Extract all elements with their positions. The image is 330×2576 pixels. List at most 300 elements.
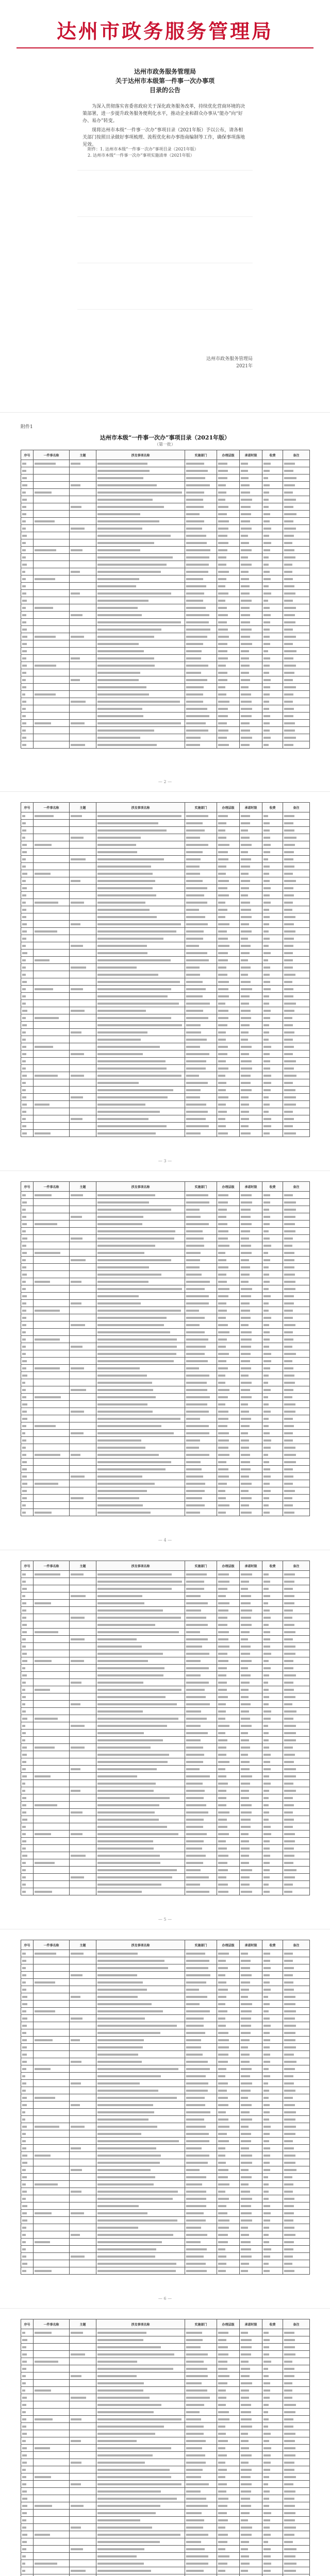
table-row (21, 856, 310, 863)
illegible-text (284, 2397, 292, 2399)
table-cell (217, 1972, 240, 1979)
table-cell (262, 2401, 283, 2409)
table-cell (21, 1592, 34, 1600)
illegible-text (284, 520, 293, 522)
table-cell (34, 1722, 70, 1730)
table-cell (217, 2008, 240, 2015)
table-cell (240, 1852, 262, 1859)
illegible-text (22, 1274, 27, 1276)
table-cell (283, 1466, 310, 1473)
table-cell (217, 1115, 240, 1123)
table-cell (96, 1480, 185, 1487)
table-cell (262, 2358, 283, 2365)
illegible-text (186, 2411, 200, 2413)
table-cell (185, 619, 217, 626)
illegible-text (22, 701, 26, 703)
table-cell (240, 2473, 262, 2481)
header-cell: 涉及事项名称 (96, 2319, 185, 2329)
table-cell (262, 1221, 283, 1228)
table-cell (283, 2123, 310, 2130)
table-cell (21, 2065, 34, 2073)
table-cell (34, 1480, 70, 1487)
illegible-text (186, 1646, 202, 1648)
table-cell (70, 1679, 96, 1686)
illegible-text (241, 1725, 252, 1727)
table-cell (283, 1365, 310, 1372)
illegible-text (186, 693, 203, 696)
table-cell (240, 2253, 262, 2260)
table-row (21, 2231, 310, 2239)
table-cell (283, 2344, 310, 2351)
illegible-text (22, 592, 26, 595)
table-cell (262, 474, 283, 482)
table-cell (217, 2546, 240, 2553)
header-cell: 主题 (70, 1561, 96, 1571)
table-row (21, 741, 310, 749)
table-cell (185, 1730, 217, 1737)
illegible-text (97, 1588, 172, 1590)
table-cell (70, 1036, 96, 1043)
table-cell (34, 1629, 70, 1636)
table-row (21, 2473, 310, 2481)
illegible-text (263, 1194, 270, 1196)
table-cell (283, 1192, 310, 1199)
table-cell (96, 2224, 185, 2231)
illegible-text (218, 1288, 229, 1290)
table-cell (262, 2365, 283, 2372)
table-row (21, 2416, 310, 2423)
illegible-text (218, 938, 228, 940)
table-cell (262, 2181, 283, 2188)
table-cell (217, 1043, 240, 1050)
illegible-text (97, 1096, 168, 1098)
illegible-text (284, 945, 293, 947)
table-cell (240, 1487, 262, 1495)
table-cell (34, 2239, 70, 2246)
illegible-text (97, 2147, 156, 2149)
illegible-text (241, 585, 250, 587)
table-cell (262, 1123, 283, 1130)
illegible-text (186, 1461, 201, 1463)
table-cell (217, 964, 240, 971)
table-row (21, 1285, 310, 1293)
table-cell (240, 2329, 262, 2336)
header-cell: 收费 (262, 1940, 283, 1950)
table-cell (262, 2029, 283, 2037)
table-row (21, 1571, 310, 1578)
table-cell (21, 2546, 34, 2553)
illegible-text (284, 1353, 296, 1355)
illegible-text (22, 686, 26, 688)
illegible-text (218, 578, 226, 580)
illegible-text (241, 528, 252, 530)
illegible-text (241, 1754, 248, 1756)
table-cell (70, 2239, 96, 2246)
illegible-text (22, 2219, 27, 2222)
illegible-text (35, 1631, 58, 1633)
illegible-text (241, 1281, 249, 1283)
illegible-text (186, 1703, 210, 1705)
table-cell (70, 906, 96, 913)
table-cell (240, 1715, 262, 1722)
illegible-text (97, 1689, 182, 1691)
table-cell (283, 1264, 310, 1271)
table-cell (96, 640, 185, 648)
attachment-list (88, 146, 242, 159)
illegible-text (97, 2119, 148, 2121)
table-cell (21, 2159, 34, 2166)
table-cell (34, 655, 70, 662)
table-cell (262, 525, 283, 532)
table-row (21, 1737, 310, 1744)
illegible-text (97, 1046, 160, 1048)
table-cell (240, 1307, 262, 1314)
illegible-text (97, 2010, 163, 2012)
table-cell (34, 2416, 70, 2423)
illegible-text (22, 952, 27, 954)
table-row (21, 655, 310, 662)
illegible-text (218, 600, 225, 602)
illegible-text (35, 1891, 52, 1893)
illegible-text (186, 2155, 209, 2157)
illegible-text (241, 2476, 251, 2478)
illegible-text (97, 2018, 145, 2020)
illegible-text (186, 2032, 205, 2034)
table-cell (34, 2044, 70, 2051)
illegible-text (22, 1223, 27, 1225)
illegible-text (241, 2426, 252, 2428)
illegible-text (241, 1747, 250, 1749)
illegible-text (218, 1732, 225, 1734)
table-cell (217, 827, 240, 834)
illegible-text (218, 463, 227, 465)
table-cell (70, 1314, 96, 1321)
table-cell (217, 1701, 240, 1708)
table-cell (185, 2502, 217, 2510)
illegible-text (186, 1111, 208, 1113)
illegible-text (71, 1660, 84, 1662)
illegible-text (22, 1710, 26, 1713)
header-cell: 实施部门 (185, 803, 217, 812)
illegible-text (284, 1783, 293, 1785)
table-cell (283, 2445, 310, 2452)
illegible-text (218, 2382, 227, 2384)
table-cell (283, 1794, 310, 1802)
table-cell (185, 1874, 217, 1881)
illegible-text (263, 2191, 269, 2193)
table-cell (185, 734, 217, 741)
table-cell (240, 1614, 262, 1621)
table-cell (240, 1874, 262, 1881)
illegible-text (241, 1439, 249, 1442)
illegible-text (218, 1403, 225, 1405)
illegible-text (241, 1862, 249, 1864)
illegible-text (186, 974, 200, 976)
illegible-text (22, 607, 26, 609)
table-cell (21, 1065, 34, 1072)
table-cell (240, 2037, 262, 2044)
table-cell (185, 2102, 217, 2109)
table-cell (240, 1300, 262, 1307)
table-cell (240, 1358, 262, 1365)
table-cell (262, 935, 283, 942)
table-cell (240, 935, 262, 942)
table-row (21, 1372, 310, 1379)
illegible-text (186, 2505, 208, 2507)
illegible-text (284, 2025, 296, 2027)
table-cell (262, 2202, 283, 2210)
illegible-text (186, 1855, 206, 1857)
illegible-text (186, 549, 210, 551)
table-cell (262, 2051, 283, 2058)
header-cell: 涉及事项名称 (96, 1561, 185, 1571)
table-cell (96, 1950, 185, 1957)
illegible-text (284, 1201, 296, 1204)
illegible-text (284, 887, 293, 889)
illegible-text (97, 952, 147, 954)
table-cell (70, 849, 96, 856)
table-cell (262, 834, 283, 841)
table-header-row (21, 1561, 310, 1571)
illegible-text (22, 1096, 26, 1098)
illegible-text (22, 1617, 26, 1619)
table-cell (34, 971, 70, 978)
table-cell (185, 2246, 217, 2253)
table-cell (283, 820, 310, 827)
table-cell (96, 1473, 185, 1480)
illegible-text (97, 1609, 163, 1612)
illegible-text (97, 2462, 145, 2464)
table-cell (21, 1372, 34, 1379)
table-cell (34, 1852, 70, 1859)
illegible-text (186, 1884, 200, 1886)
table-cell (96, 525, 185, 532)
table-cell (21, 2488, 34, 2495)
illegible-text (35, 2241, 50, 2243)
table-cell (70, 2365, 96, 2372)
illegible-text (263, 1595, 270, 1597)
illegible-text (22, 2068, 26, 2070)
table-cell (262, 1722, 283, 1730)
table-cell (21, 820, 34, 827)
illegible-text (241, 1476, 249, 1478)
table-cell (240, 2358, 262, 2365)
table-cell (217, 1257, 240, 1264)
table-cell (240, 2058, 262, 2065)
illegible-text (241, 1512, 252, 1514)
table-cell (34, 539, 70, 547)
illegible-text (22, 542, 26, 544)
table-row (21, 1964, 310, 1972)
illegible-text (71, 1031, 81, 1033)
table-row (21, 1242, 310, 1249)
table-cell (96, 2567, 185, 2574)
illegible-text (186, 1367, 199, 1369)
table-cell (21, 713, 34, 720)
table-row (21, 1816, 310, 1823)
illegible-text (22, 829, 26, 832)
table-cell (283, 1737, 310, 1744)
illegible-text (97, 528, 142, 530)
table-cell (283, 1087, 310, 1094)
table-cell (21, 2358, 34, 2365)
table-cell (283, 1094, 310, 1101)
table-cell (70, 2260, 96, 2267)
illegible-text (263, 1403, 269, 1405)
table-cell (240, 1950, 262, 1957)
table-cell (283, 1029, 310, 1036)
table-row (21, 648, 310, 655)
illegible-text (97, 1811, 155, 1814)
illegible-text (263, 2418, 269, 2420)
table-cell (96, 1614, 185, 1621)
illegible-text (284, 2162, 295, 2164)
illegible-text (284, 916, 295, 918)
table-cell (34, 2409, 70, 2416)
table-cell (34, 1495, 70, 1502)
illegible-text (241, 2212, 252, 2214)
illegible-text (241, 2155, 252, 2157)
illegible-text (284, 1631, 295, 1633)
table-row (21, 2123, 310, 2130)
table-cell (96, 892, 185, 899)
table-cell (240, 597, 262, 604)
table-cell (262, 741, 283, 749)
table-cell (96, 899, 185, 906)
illegible-text (97, 492, 182, 494)
table-row (21, 2531, 310, 2538)
table-cell (283, 1823, 310, 1831)
illegible-text (97, 2512, 156, 2514)
table-cell (283, 1130, 310, 1137)
illegible-text (263, 2090, 269, 2092)
illegible-text (241, 1996, 248, 1998)
table-cell (283, 1859, 310, 1867)
table-cell (70, 741, 96, 749)
illegible-text (218, 693, 226, 696)
illegible-text (218, 1447, 228, 1449)
illegible-text (218, 1132, 228, 1134)
illegible-text (218, 1346, 226, 1348)
table-row (21, 2102, 310, 2109)
illegible-text (35, 1194, 52, 1196)
illegible-text (22, 2082, 26, 2084)
illegible-text (241, 1003, 249, 1005)
table-cell (217, 1087, 240, 1094)
illegible-text (97, 2563, 144, 2565)
illegible-text (186, 1512, 200, 1514)
illegible-text (218, 2155, 225, 2157)
table-cell (240, 1343, 262, 1350)
table-cell (70, 684, 96, 691)
table-row (21, 1809, 310, 1816)
table-cell (283, 640, 310, 648)
table-cell (217, 1199, 240, 1206)
illegible-text (22, 815, 25, 817)
table-row (21, 511, 310, 518)
illegible-text (241, 1353, 251, 1355)
illegible-text (241, 1461, 250, 1463)
illegible-text (186, 1295, 209, 1297)
illegible-text (186, 1396, 210, 1398)
illegible-text (22, 2505, 27, 2507)
illegible-text (71, 1974, 82, 1976)
illegible-text (241, 1082, 251, 1084)
illegible-text (284, 1504, 293, 1506)
table-cell (70, 2001, 96, 2008)
illegible-text (263, 829, 270, 832)
illegible-text (35, 1046, 53, 1048)
table-row (21, 554, 310, 561)
table-cell (70, 1336, 96, 1343)
table-cell (185, 921, 217, 928)
illegible-text (218, 528, 228, 530)
illegible-text (186, 2104, 205, 2106)
illegible-text (97, 1476, 142, 1478)
illegible-text (284, 1512, 294, 1514)
table-cell (240, 1192, 262, 1199)
illegible-text (186, 2548, 205, 2550)
table-cell (70, 1451, 96, 1459)
table-cell (70, 2058, 96, 2065)
table-row (21, 705, 310, 713)
table-cell (185, 1242, 217, 1249)
table-cell (185, 2260, 217, 2267)
illegible-text (22, 923, 27, 925)
illegible-text (97, 2548, 144, 2550)
table-cell (21, 2452, 34, 2459)
illegible-text (241, 556, 248, 558)
table-cell (283, 928, 310, 935)
table-cell (240, 1794, 262, 1802)
table-row (21, 1585, 310, 1592)
table-cell (96, 1358, 185, 1365)
table-row (21, 1773, 310, 1780)
illegible-text (241, 2469, 252, 2471)
illegible-text (22, 2025, 27, 2027)
table-cell (217, 856, 240, 863)
table-cell (96, 2260, 185, 2267)
illegible-text (97, 2205, 139, 2207)
table-cell (70, 2094, 96, 2102)
notice-title-line: 目录的公告 (149, 87, 180, 94)
table-cell (185, 2481, 217, 2488)
table-cell (70, 827, 96, 834)
table-row (21, 568, 310, 575)
table-cell (283, 1199, 310, 1206)
illegible-text (22, 2332, 25, 2334)
table-cell (283, 2058, 310, 2065)
table-cell (240, 1437, 262, 1444)
table-cell (185, 1029, 217, 1036)
table-cell (185, 1502, 217, 1509)
illegible-text (263, 2404, 269, 2406)
table-cell (262, 1986, 283, 1993)
illegible-text (22, 1718, 27, 1720)
illegible-text (22, 1082, 26, 1084)
illegible-text (22, 629, 27, 631)
table-cell (96, 2445, 185, 2452)
table-row (21, 1043, 310, 1050)
illegible-text (263, 1768, 271, 1770)
table-cell (262, 1278, 283, 1285)
table-cell (70, 1686, 96, 1693)
table-cell (34, 1437, 70, 1444)
illegible-text (97, 1790, 154, 1792)
table-cell (240, 2380, 262, 2387)
illegible-text (284, 636, 296, 638)
table-cell (96, 1686, 185, 1693)
